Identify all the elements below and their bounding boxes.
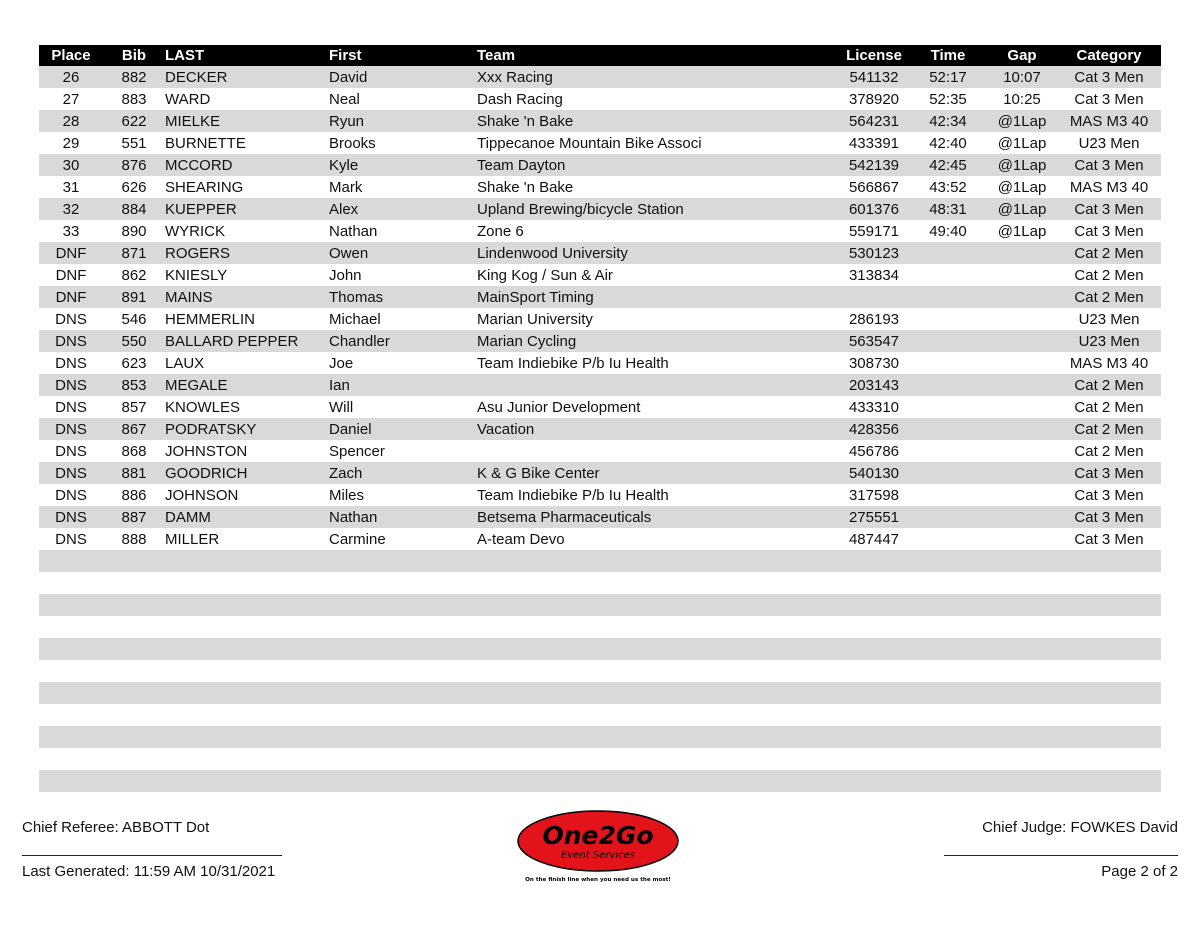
cell-gap: @1Lap: [997, 178, 1047, 196]
cell-gap: [987, 352, 1057, 374]
table-row: [39, 154, 1161, 176]
judge-signature-line: [944, 855, 1178, 856]
cell-time: [909, 528, 987, 550]
cell-place: DNS: [39, 374, 103, 396]
cell-category: Cat 3 Men: [1074, 530, 1144, 548]
cell-team: Shake 'n Bake: [477, 178, 574, 196]
cell-first: Will: [329, 398, 354, 416]
table-row: [39, 198, 1161, 220]
cell-category: MAS M3 40: [1057, 110, 1161, 132]
col-first-header: First: [329, 45, 477, 66]
cell-gap: [987, 462, 1057, 484]
table-row: [39, 418, 1161, 440]
cell-first: Chandler: [329, 330, 477, 352]
cell-license: 275551: [839, 506, 909, 528]
cell-category: Cat 2 Men: [1074, 398, 1144, 416]
cell-last: HEMMERLIN: [165, 310, 256, 328]
cell-time: [909, 484, 987, 506]
col-license-header: License: [839, 45, 909, 66]
cell-place: DNS: [55, 310, 87, 328]
cell-last: MAINS: [165, 286, 329, 308]
cell-last: KNOWLES: [165, 398, 241, 416]
table-row: [39, 396, 1161, 418]
cell-team: Shake 'n Bake: [477, 110, 839, 132]
cell-first: David: [329, 66, 477, 88]
cell-place: DNS: [39, 462, 103, 484]
cell-gap: [987, 264, 1057, 286]
cell-license: 433310: [848, 398, 900, 416]
cell-bib: 888: [121, 530, 147, 548]
cell-team: [477, 374, 839, 396]
col-last-header: LAST: [165, 45, 329, 66]
cell-time: [909, 374, 987, 396]
cell-last: JOHNSTON: [165, 442, 248, 460]
cell-bib: 891: [103, 286, 165, 308]
cell-gap: 10:25: [1003, 90, 1041, 108]
page-number: Page 2 of 2: [1101, 863, 1178, 880]
cell-team: Vacation: [477, 418, 839, 440]
cell-place: DNS: [55, 486, 87, 504]
cell-gap: [987, 440, 1057, 462]
cell-team: [477, 440, 839, 462]
empty-row: [39, 704, 1161, 726]
cell-place: DNF: [39, 286, 103, 308]
cell-time: 43:52: [929, 178, 967, 196]
table-row: [39, 66, 1161, 88]
cell-last: PODRATSKY: [165, 418, 329, 440]
cell-time: [909, 286, 987, 308]
cell-time: 42:34: [909, 110, 987, 132]
cell-place: 29: [62, 134, 80, 152]
cell-last: DECKER: [165, 66, 329, 88]
cell-team: Lindenwood University: [477, 242, 839, 264]
cell-team: K & G Bike Center: [477, 462, 839, 484]
cell-bib: 887: [103, 506, 165, 528]
cell-gap: 10:07: [987, 66, 1057, 88]
cell-team: Tippecanoe Mountain Bike Associ: [477, 134, 702, 152]
empty-row: [39, 748, 1161, 770]
cell-first: Nathan: [329, 506, 477, 528]
empty-row: [39, 594, 1161, 616]
table-row: [39, 374, 1161, 396]
cell-time: 49:40: [929, 222, 967, 240]
cell-place: 28: [39, 110, 103, 132]
cell-license: 203143: [839, 374, 909, 396]
chief-judge: Chief Judge: FOWKES David: [982, 819, 1178, 836]
cell-gap: [987, 374, 1057, 396]
table-row: [39, 176, 1161, 198]
empty-row: [39, 572, 1161, 594]
cell-category: MAS M3 40: [1069, 178, 1149, 196]
cell-place: DNS: [39, 506, 103, 528]
cell-time: [909, 440, 987, 462]
cell-gap: [987, 308, 1057, 330]
table-row: [39, 308, 1161, 330]
table-row: [39, 88, 1161, 110]
cell-time: [909, 396, 987, 418]
cell-team: A-team Devo: [477, 530, 565, 548]
cell-place: 30: [39, 154, 103, 176]
cell-license: 541132: [839, 66, 909, 88]
cell-place: DNS: [39, 418, 103, 440]
cell-place: DNS: [55, 442, 87, 460]
cell-last: LAUX: [165, 354, 205, 372]
cell-time: 52:17: [909, 66, 987, 88]
cell-bib: 881: [103, 462, 165, 484]
cell-team: Upland Brewing/bicycle Station: [477, 198, 839, 220]
cell-time: 52:35: [929, 90, 967, 108]
cell-category: Cat 3 Men: [1074, 90, 1144, 108]
cell-category: Cat 3 Men: [1057, 66, 1161, 88]
cell-time: 48:31: [909, 198, 987, 220]
col-place-header: Place: [39, 45, 103, 66]
cell-bib: 890: [121, 222, 147, 240]
cell-last: KUEPPER: [165, 198, 329, 220]
cell-time: [909, 330, 987, 352]
cell-license: 559171: [848, 222, 900, 240]
cell-first: Alex: [329, 198, 477, 220]
cell-first: John: [329, 266, 362, 284]
cell-gap: [987, 286, 1057, 308]
cell-bib: 867: [103, 418, 165, 440]
cell-first: Daniel: [329, 418, 477, 440]
cell-team: Marian Cycling: [477, 330, 839, 352]
cell-first: Ian: [329, 374, 477, 396]
cell-team: Team Dayton: [477, 154, 839, 176]
cell-first: Brooks: [329, 134, 376, 152]
cell-gap: @1Lap: [987, 110, 1057, 132]
col-team-header: Team: [477, 45, 839, 66]
cell-gap: [987, 506, 1057, 528]
cell-last: MIELKE: [165, 110, 329, 132]
cell-place: 26: [39, 66, 103, 88]
cell-license: 566867: [848, 178, 900, 196]
cell-license: 564231: [839, 110, 909, 132]
cell-bib: 882: [103, 66, 165, 88]
cell-last: MILLER: [165, 530, 220, 548]
cell-first: Kyle: [329, 154, 477, 176]
last-generated: Last Generated: 11:59 AM 10/31/2021: [22, 863, 276, 880]
cell-bib: 622: [103, 110, 165, 132]
cell-first: Nathan: [329, 222, 378, 240]
cell-category: Cat 2 Men: [1057, 418, 1161, 440]
cell-place: DNF: [39, 242, 103, 264]
results-body: [39, 66, 1161, 792]
cell-first: Joe: [329, 354, 354, 372]
table-row: [39, 242, 1161, 264]
cell-first: Zach: [329, 462, 477, 484]
cell-first: Mark: [329, 178, 363, 196]
cell-bib: 551: [121, 134, 147, 152]
cell-gap: @1Lap: [987, 198, 1057, 220]
cell-category: Cat 2 Men: [1057, 374, 1161, 396]
cell-bib: 626: [121, 178, 147, 196]
cell-team: Marian University: [477, 310, 593, 328]
cell-place: 32: [39, 198, 103, 220]
col-category-header: Category: [1057, 45, 1161, 66]
cell-first: Spencer: [329, 442, 385, 460]
referee-signature-line: [22, 855, 282, 856]
cell-place: 31: [62, 178, 80, 196]
cell-category: Cat 2 Men: [1074, 442, 1144, 460]
col-gap-header: Gap: [987, 45, 1057, 66]
table-row: [39, 462, 1161, 484]
cell-first: Neal: [329, 90, 360, 108]
empty-row: [39, 638, 1161, 660]
cell-bib: 871: [103, 242, 165, 264]
logo-subtitle: Event Services: [561, 850, 635, 861]
empty-row: [39, 726, 1161, 748]
one2go-logo: [514, 808, 682, 888]
cell-place: 27: [62, 90, 80, 108]
cell-last: BALLARD PEPPER: [165, 330, 329, 352]
cell-gap: [987, 330, 1057, 352]
cell-license: 540130: [839, 462, 909, 484]
cell-time: 42:40: [929, 134, 967, 152]
cell-team: King Kog / Sun & Air: [477, 266, 613, 284]
table-row: [39, 264, 1161, 286]
cell-time: 42:45: [909, 154, 987, 176]
cell-team: Xxx Racing: [477, 66, 839, 88]
cell-last: SHEARING: [165, 178, 244, 196]
chief-referee: Chief Referee: ABBOTT Dot: [22, 819, 210, 836]
cell-license: 313834: [848, 266, 900, 284]
table-header: [39, 45, 1161, 66]
cell-license: 456786: [848, 442, 900, 460]
cell-category: Cat 2 Men: [1057, 242, 1161, 264]
cell-bib: 862: [121, 266, 147, 284]
cell-time: [909, 242, 987, 264]
cell-last: WYRICK: [165, 222, 225, 240]
cell-license: 317598: [848, 486, 900, 504]
cell-license: 487447: [848, 530, 900, 548]
cell-gap: @1Lap: [987, 154, 1057, 176]
cell-category: Cat 3 Men: [1074, 486, 1144, 504]
cell-category: MAS M3 40: [1069, 354, 1149, 372]
cell-license: 428356: [839, 418, 909, 440]
cell-license: 308730: [848, 354, 900, 372]
cell-license: 530123: [839, 242, 909, 264]
cell-bib: 876: [103, 154, 165, 176]
cell-license: [839, 286, 909, 308]
cell-last: MEGALE: [165, 374, 329, 396]
cell-team: Zone 6: [477, 222, 524, 240]
cell-team: MainSport Timing: [477, 286, 839, 308]
logo-wordmark: One2Go: [542, 821, 654, 850]
col-bib-header: Bib: [103, 45, 165, 66]
cell-category: Cat 3 Men: [1057, 198, 1161, 220]
cell-bib: 853: [103, 374, 165, 396]
cell-time: [909, 462, 987, 484]
cell-last: BURNETTE: [165, 134, 246, 152]
cell-license: 601376: [839, 198, 909, 220]
cell-first: Carmine: [329, 530, 386, 548]
cell-category: Cat 3 Men: [1057, 154, 1161, 176]
table-row: [39, 220, 1161, 242]
cell-first: Owen: [329, 242, 477, 264]
cell-place: DNS: [55, 530, 87, 548]
cell-bib: 857: [121, 398, 147, 416]
cell-bib: 546: [121, 310, 147, 328]
cell-gap: [987, 396, 1057, 418]
cell-first: Miles: [329, 486, 365, 504]
cell-bib: 623: [121, 354, 147, 372]
cell-team: Betsema Pharmaceuticals: [477, 506, 839, 528]
cell-place: DNS: [55, 354, 87, 372]
cell-gap: [987, 484, 1057, 506]
cell-category: Cat 3 Men: [1074, 222, 1144, 240]
cell-last: GOODRICH: [165, 462, 329, 484]
cell-place: DNS: [55, 398, 87, 416]
table-row: [39, 440, 1161, 462]
table-row: [39, 132, 1161, 154]
cell-first: Michael: [329, 310, 381, 328]
cell-bib: 883: [121, 90, 147, 108]
cell-team: Team Indiebike P/b Iu Health: [477, 354, 669, 372]
empty-row: [39, 682, 1161, 704]
cell-place: DNF: [55, 266, 87, 284]
cell-category: Cat 2 Men: [1074, 266, 1144, 284]
cell-license: 378920: [848, 90, 900, 108]
cell-license: 563547: [839, 330, 909, 352]
cell-bib: 886: [121, 486, 147, 504]
cell-category: U23 Men: [1078, 134, 1140, 152]
cell-gap: @1Lap: [997, 134, 1047, 152]
cell-last: JOHNSON: [165, 486, 239, 504]
table-row: [39, 506, 1161, 528]
cell-place: 33: [62, 222, 80, 240]
cell-gap: [987, 528, 1057, 550]
cell-license: 433391: [848, 134, 900, 152]
cell-gap: [987, 242, 1057, 264]
cell-license: 542139: [839, 154, 909, 176]
table-row: [39, 352, 1161, 374]
logo-tagline: On the finish line when you need us the most!: [525, 877, 671, 883]
table-row: [39, 330, 1161, 352]
cell-bib: 868: [121, 442, 147, 460]
cell-category: Cat 2 Men: [1057, 286, 1161, 308]
cell-team: Team Indiebike P/b Iu Health: [477, 486, 669, 504]
cell-last: ROGERS: [165, 242, 329, 264]
cell-category: U23 Men: [1078, 310, 1140, 328]
cell-time: [909, 308, 987, 330]
cell-first: Thomas: [329, 286, 477, 308]
cell-category: Cat 3 Men: [1057, 506, 1161, 528]
cell-last: WARD: [165, 90, 211, 108]
cell-gap: @1Lap: [997, 222, 1047, 240]
table-row: [39, 528, 1161, 550]
cell-last: MCCORD: [165, 154, 329, 176]
cell-team: Asu Junior Development: [477, 398, 641, 416]
cell-time: [909, 418, 987, 440]
results-table: [39, 45, 1161, 792]
cell-team: Dash Racing: [477, 90, 563, 108]
table-row: [39, 484, 1161, 506]
cell-time: [909, 506, 987, 528]
cell-category: Cat 3 Men: [1057, 462, 1161, 484]
cell-category: U23 Men: [1057, 330, 1161, 352]
cell-bib: 884: [103, 198, 165, 220]
cell-first: Ryun: [329, 110, 477, 132]
col-time-header: Time: [909, 45, 987, 66]
cell-last: KNIESLY: [165, 266, 228, 284]
table-row: [39, 110, 1161, 132]
cell-time: [909, 264, 987, 286]
cell-gap: [987, 418, 1057, 440]
cell-bib: 550: [103, 330, 165, 352]
empty-row: [39, 550, 1161, 572]
cell-last: DAMM: [165, 506, 329, 528]
cell-license: 286193: [848, 310, 900, 328]
empty-row: [39, 770, 1161, 792]
cell-place: DNS: [39, 330, 103, 352]
table-row: [39, 286, 1161, 308]
empty-row: [39, 616, 1161, 638]
cell-time: [909, 352, 987, 374]
empty-row: [39, 660, 1161, 682]
